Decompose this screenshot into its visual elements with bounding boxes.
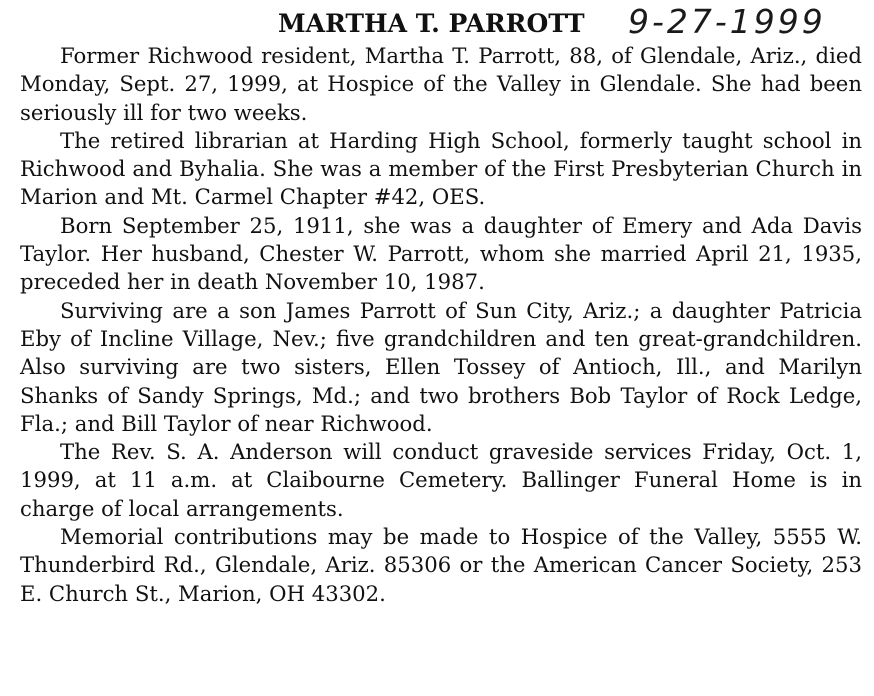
paragraph-survivors: Surviving are a son James Parrott of Sun City, Ariz.; a daughter Patricia Eby of Incline Village, Nev.; five grandchildren and ten great-grandchildren. Also surviving are two sisters, Ellen Tossey of Antioch, Ill., and Marilyn Shanks of Sandy Springs, Md.; and two brothers Bob Taylor of Rock Ledge, Fla.; and Bill Taylor of near Richwood. [20,297,862,436]
paragraph-career: The retired librarian at Harding High School, formerly taught school in Richwood and Byhalia. She was a member of the First Presbyterian Church in Marion and Mt. Carmel Chapter #42, OES. [20,127,862,210]
paragraph-services: The Rev. S. A. Anderson will conduct graveside services Friday, Oct. 1, 1999, at 11 a.m. at Claibourne Cemetery. Ballinger Funeral Home is in charge of local arrangements. [20,439,862,521]
obituary-header [20,2,862,42]
obituary-title: MARTHA T. PARROTT [278,9,585,38]
obituary-clipping [20,2,862,608]
paragraph-family-background: Born September 25, 1911, she was a daughter of Emery and Ada Davis Taylor. Her husband, Chester W. Parrott, whom she married April 21, 1935, preceded her in death November 10, 1987. [20,212,862,295]
paragraph-death-notice: Former Richwood resident, Martha T. Parrott, 88, of Glendale, Ariz., died Monday, Sept. 27, 1999, at Hospice of the Valley in Glendale. She had been seriously ill for two weeks. [20,43,862,125]
paragraph-memorials: Memorial contributions may be made to Hospice of the Valley, 5555 W. Thunderbird Rd., Glendale, Ariz. 85306 or the American Cancer Society, 253 E. Church St., Marion, OH 43302. [20,524,862,606]
handwritten-date: 9-27-1999 [628,2,826,41]
